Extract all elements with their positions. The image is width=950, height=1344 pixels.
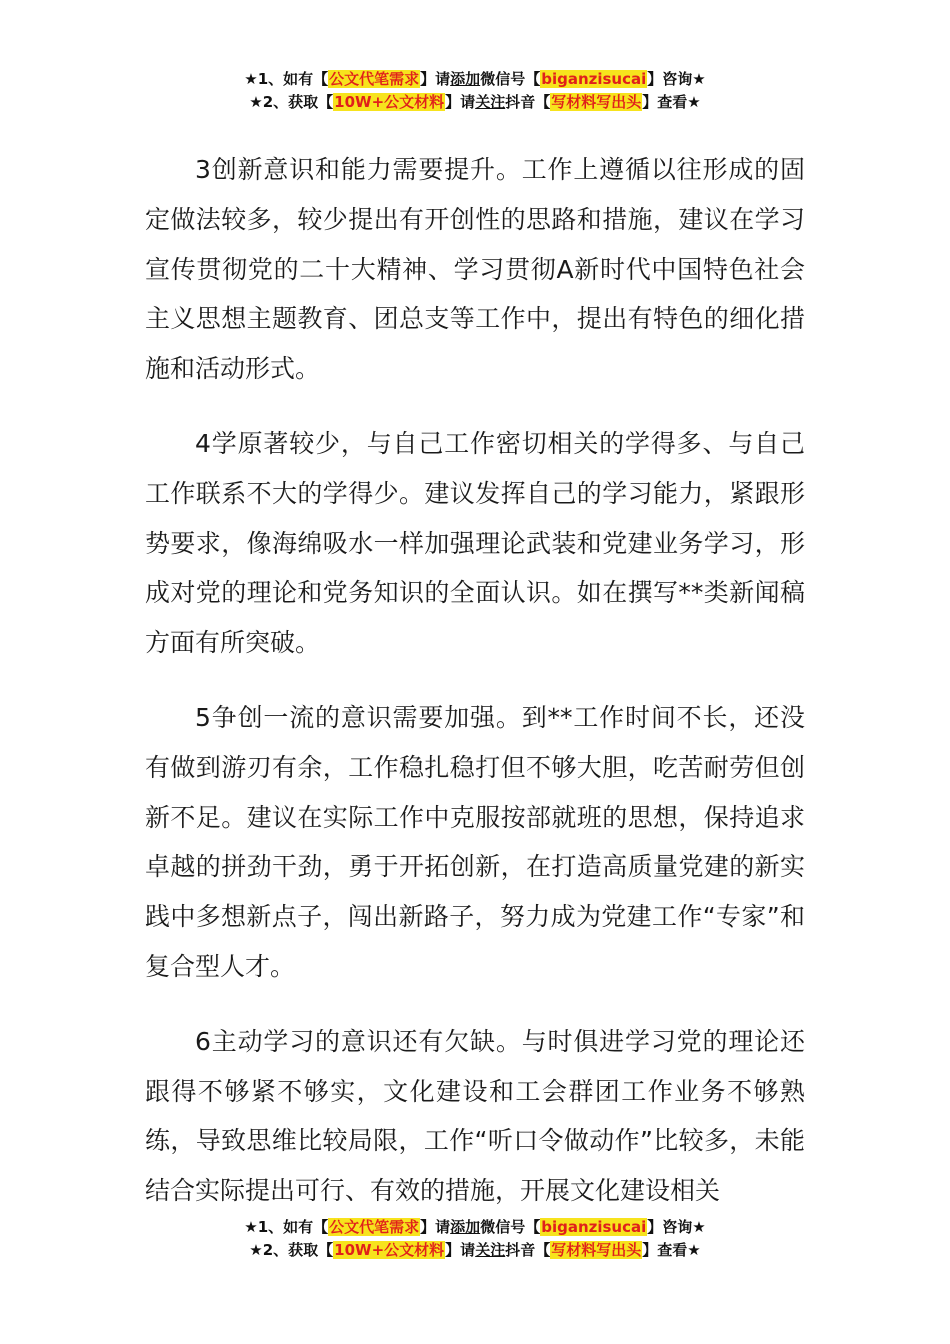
banner-text: 1、如有【	[257, 1218, 329, 1236]
banner-highlight: biganzisucai	[541, 1218, 647, 1236]
banner-text: 微信号【	[480, 1218, 541, 1236]
paragraph-3: 3创新意识和能力需要提升。工作上遵循以往形成的固定做法较多，较少提出有开创性的思路和措施，建议在学习宣传贯彻党的二十大精神、学习贯彻A新时代中国特色社会主义思想主题教育、团总支等工作中，提出有特色的细化措施和活动形式。	[145, 155, 805, 384]
banner-text: 】咨询	[647, 70, 693, 88]
header-banner	[0, 68, 950, 114]
banner-text: 】查看	[642, 1241, 688, 1259]
star-icon: ★	[244, 1218, 258, 1236]
banner-line-2	[0, 1239, 950, 1262]
star-icon: ★	[244, 70, 258, 88]
star-icon: ★	[692, 1218, 706, 1236]
banner-highlight: biganzisucai	[541, 70, 647, 88]
banner-highlight: 10W+公文材料	[334, 93, 445, 111]
paragraph-6: 6主动学习的意识还有欠缺。与时俱进学习党的理论还跟得不够紧不够实，文化建设和工会群团工作业务不够熟练，导致思维比较局限，工作“听口令做动作”比较多，未能结合实际提出可行、有效的措施，开展文化建设相关	[145, 1026, 805, 1206]
banner-text: 抖音【	[505, 93, 551, 111]
banner-text: 】查看	[642, 93, 688, 111]
banner-underline: 添加	[450, 70, 481, 88]
paragraph-4: 4学原著较少，与自己工作密切相关的学得多、与自己工作联系不大的学得少。建议发挥自己的学习能力，紧跟形势要求，像海绵吸水一样加强理论武装和党建业务学习，形成对党的理论和党务知识的全面认识。如在撰写**类新闻稿方面有所突破。	[145, 428, 805, 658]
banner-text: 】请	[445, 1241, 476, 1259]
banner-line-2	[0, 91, 950, 114]
banner-line-1	[0, 68, 950, 91]
banner-text: 】咨询	[647, 1218, 693, 1236]
banner-highlight: 公文代笔需求	[329, 70, 420, 88]
star-icon: ★	[249, 1241, 263, 1259]
paragraph-5: 5争创一流的意识需要加强。到**工作时间不长，还没有做到游刃有余，工作稳扎稳打但不够大胆，吃苦耐劳但创新不足。建议在实际工作中克服按部就班的思想，保持追求卓越的拼劲干劲，勇于开拓创新，在打造高质量党建的新实践中多想新点子，闯出新路子，努力成为党建工作“专家”和复合型人才。	[145, 702, 805, 981]
banner-underline: 关注	[475, 1241, 506, 1259]
banner-underline: 添加	[450, 1218, 481, 1236]
banner-text: 】请	[445, 93, 476, 111]
banner-text: 2、获取【	[262, 93, 334, 111]
star-icon: ★	[249, 93, 263, 111]
banner-text: 微信号【	[480, 70, 541, 88]
banner-text: 】请	[420, 1218, 451, 1236]
star-icon: ★	[687, 1241, 701, 1259]
banner-text: 1、如有【	[257, 70, 329, 88]
star-icon: ★	[692, 70, 706, 88]
banner-text: 2、获取【	[262, 1241, 334, 1259]
star-icon: ★	[687, 93, 701, 111]
banner-line-1	[0, 1216, 950, 1239]
banner-highlight: 10W+公文材料	[334, 1241, 445, 1259]
document-body	[145, 145, 805, 1241]
banner-text: 】请	[420, 70, 451, 88]
banner-text: 抖音【	[505, 1241, 551, 1259]
banner-highlight: 公文代笔需求	[329, 1218, 420, 1236]
footer-banner	[0, 1216, 950, 1262]
banner-underline: 关注	[475, 93, 506, 111]
banner-highlight: 写材料写出头	[551, 1241, 642, 1259]
banner-highlight: 写材料写出头	[551, 93, 642, 111]
